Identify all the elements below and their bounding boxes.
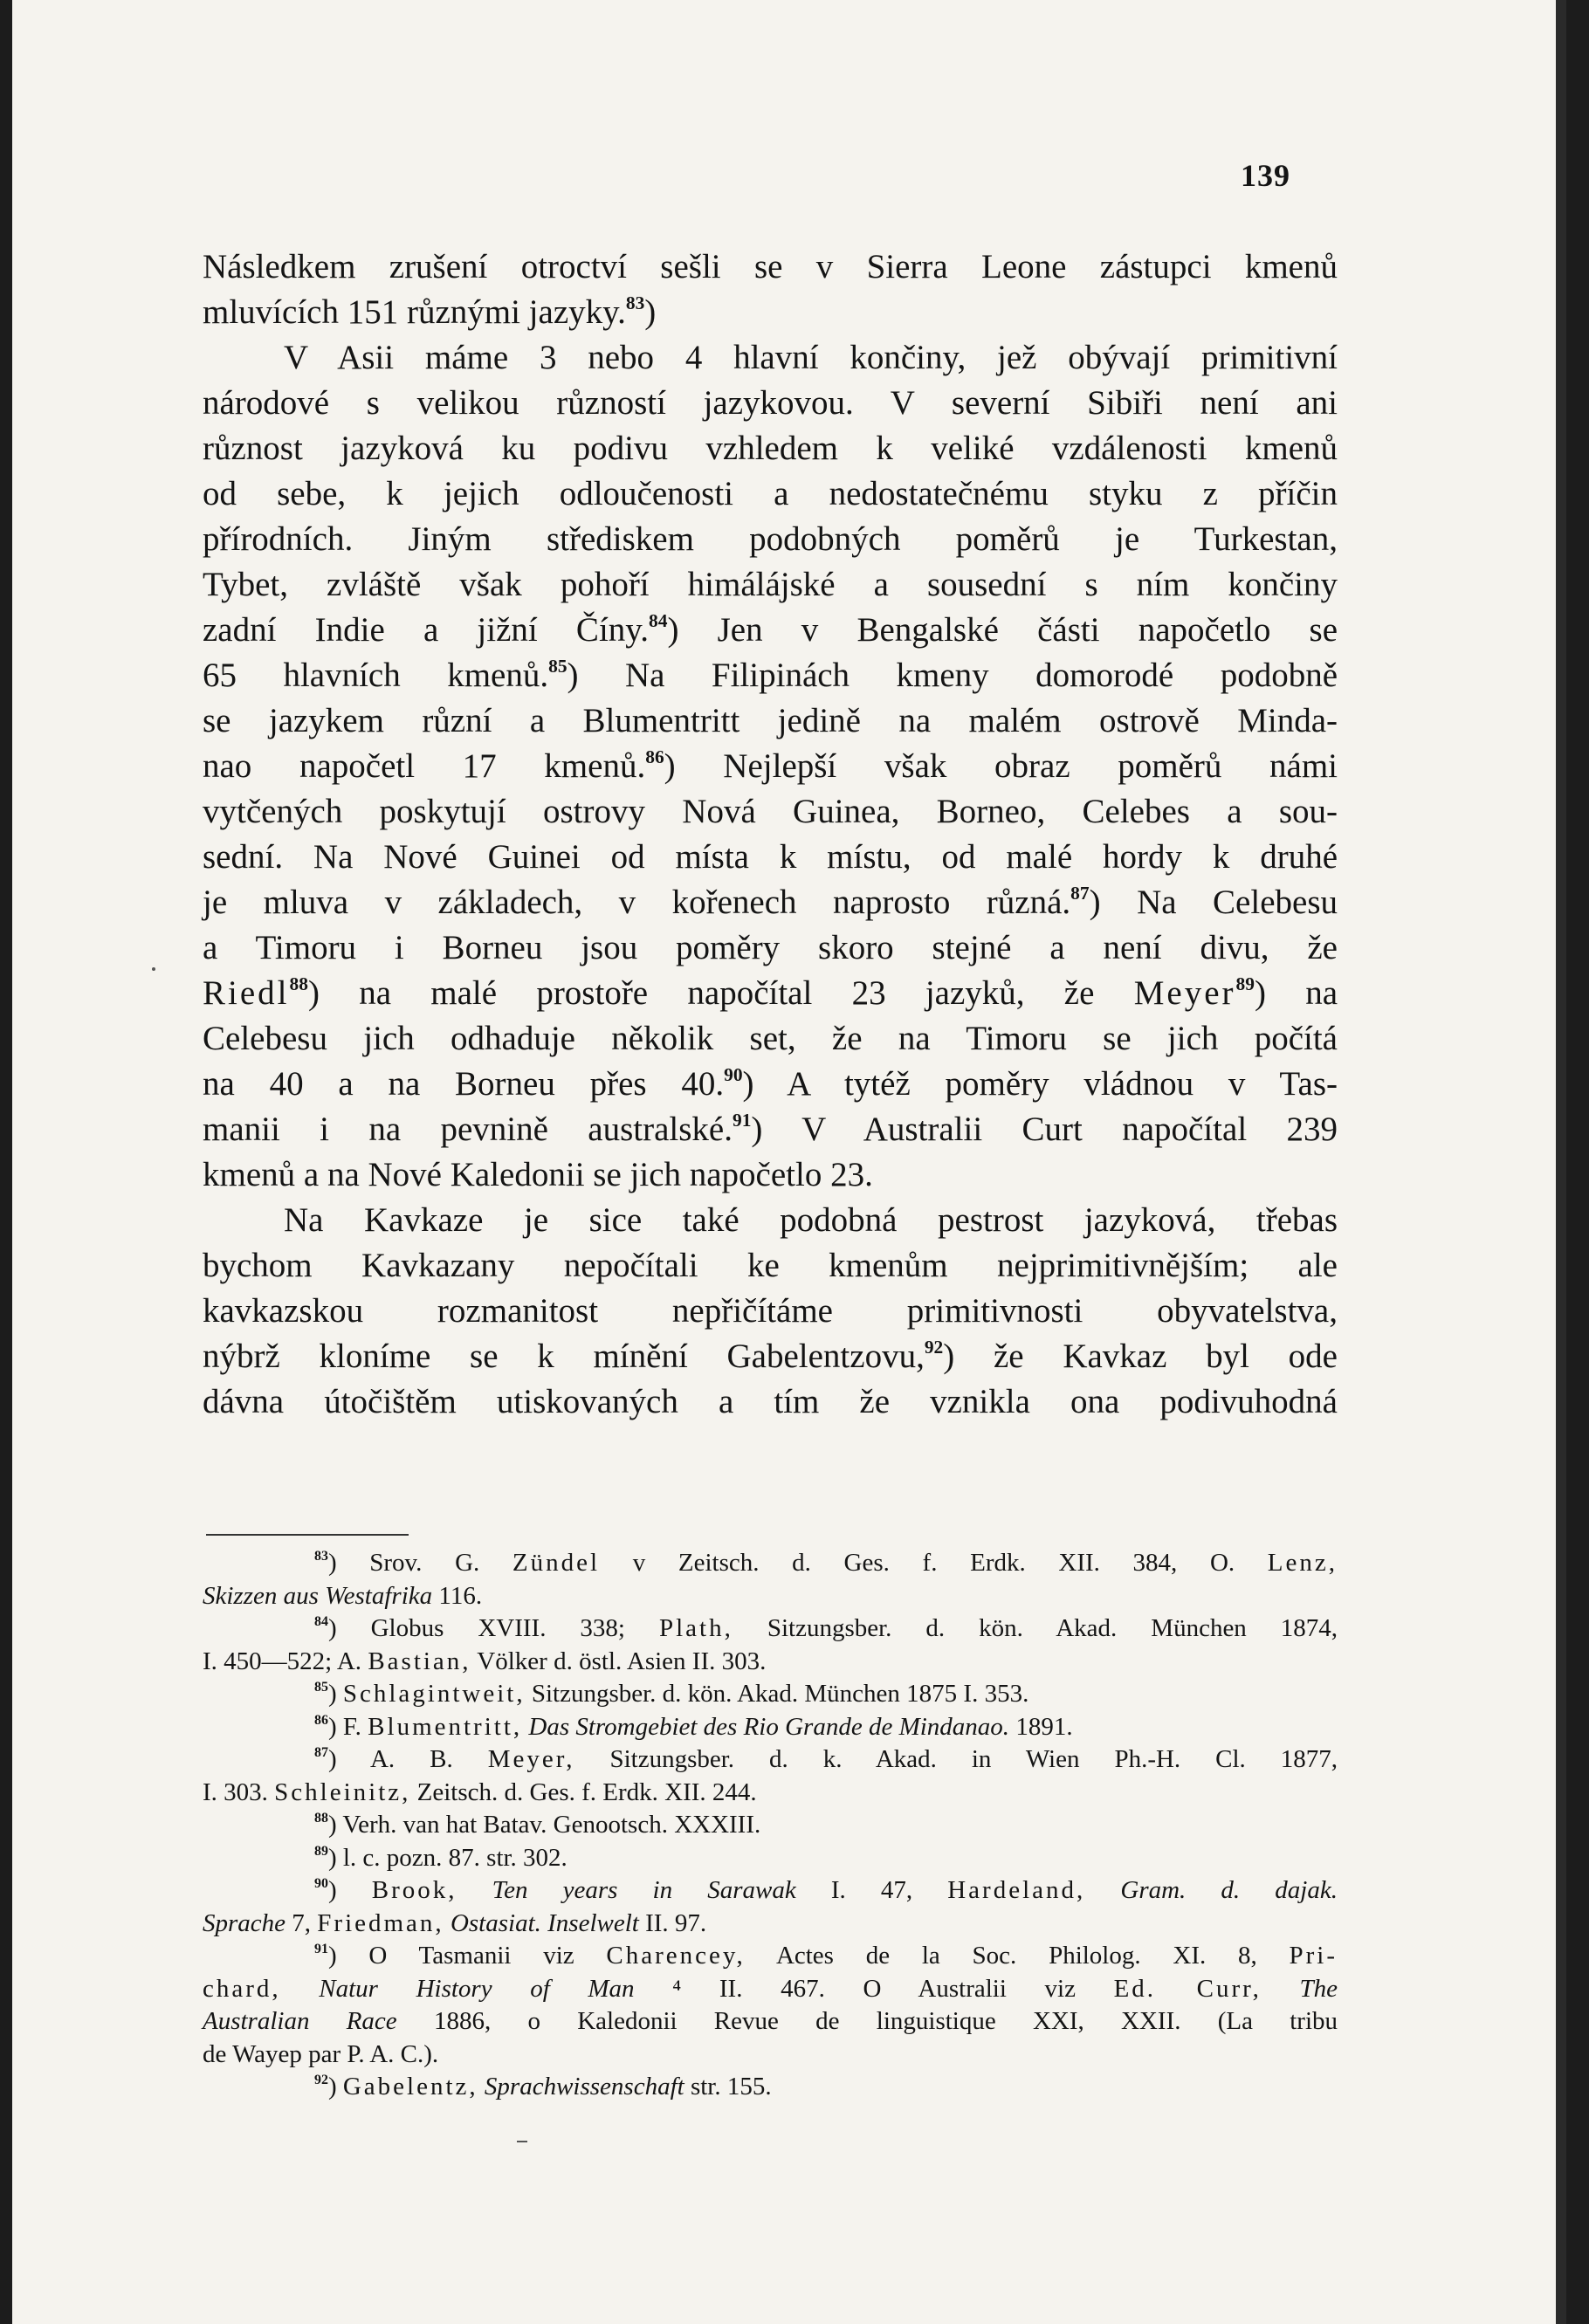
footnote: $^{83}$) Srov. G. Zündel v Zeitsch. d. Ges. f. Erdk. XII. 384, O. Lenz, — [314, 1549, 1338, 1577]
text-line: Následkem zrušení otroctví sešli se v Sierra Leone zástupci kmenů — [203, 248, 1338, 285]
footnote: $^{84}$) Globus XVIII. 338; Plath, Sitzungsber. d. kön. Akad. München 1874, — [314, 1614, 1338, 1642]
page-number: 139 — [1241, 158, 1290, 193]
page-edge — [1556, 0, 1566, 2324]
text-line: nao napočetl 17 kmenů.$^{86}$) Nejlepší však obraz poměrů námi — [203, 746, 1338, 785]
footnote-ref: 83 — [625, 292, 645, 313]
footnote-cont: I. 450—522; A. Bastian, Völker d. östl. Asien II. 303. — [203, 1647, 767, 1675]
main-text — [203, 244, 1338, 1425]
text-line: a Timoru i Borneu jsou poměry skoro stejné a není divu, že — [203, 929, 1338, 966]
footnote-ref: 85 — [548, 655, 568, 677]
footnote-cont: Sprache 7, Friedman, Ostasiat. Inselwelt II. 97. — [203, 1908, 707, 1937]
text-line: Riedl$^{88}$) na malé prostoře napočítal 23 jazyků, že Meyer$^{89}$) na — [203, 973, 1338, 1012]
text-line: se jazykem různí a Blumentritt jedině na malém ostrově Minda- — [203, 702, 1338, 739]
footnote-ref: 89 — [1235, 973, 1255, 994]
text-line: mluvících 151 různými jazyky.$^{83}$) — [203, 292, 657, 331]
footnote: $^{86}$) F. Blumentritt, Das Stromgebiet des Rio Grande de Mindanao. 1891. — [314, 1712, 1073, 1741]
footnote-ref: 90 — [724, 1063, 743, 1085]
footnote-cont: Australian Race 1886, o Kaledonii Revue de linguistique XXI, XXII. (La tribu — [203, 2007, 1338, 2035]
footnote-cont: chard, Natur History of Man ⁴ II. 467. O Australii viz Ed. Curr, The — [203, 1974, 1338, 2003]
footnote-ref: 84 — [649, 609, 668, 631]
text-line: bychom Kavkazany nepočítali ke kmenům nejprimitivnějším; ale — [203, 1247, 1338, 1284]
footnote-ref: 86 — [645, 746, 664, 767]
footnote-cont: de Wayep par P. A. C.). — [203, 2039, 439, 2068]
text-line: je mluva v základech, v kořenech naprosto různá.$^{87}$) Na Celebesu — [203, 882, 1338, 921]
footnote-ref: 88 — [289, 973, 308, 994]
footnote: $^{87}$) A. B. Meyer, Sitzungsber. d. k. Akad. in Wien Ph.-H. Cl. 1877, — [314, 1745, 1338, 1773]
footnotes — [203, 1547, 1338, 2104]
text-line: vytčených poskytují ostrovy Nová Guinea, Borneo, Celebes a sou- — [203, 793, 1338, 830]
footnote-ref: 91 — [732, 1109, 752, 1131]
footnote: $^{88}$) Verh. van hat Batav. Genootsch. XXXIII. — [314, 1811, 761, 1839]
footnote-cont: I. 303. Schleinitz, Zeitsch. d. Ges. f. Erdk. XII. 244. — [203, 1777, 757, 1806]
footnote: $^{91}$) O Tasmanii viz Charencey, Actes de la Soc. Philolog. XI. 8, Pri- — [314, 1942, 1338, 1970]
footnote-ref: 87 — [1070, 882, 1090, 904]
text-line: od sebe, k jejich odloučenosti a nedostatečnému styku z příčin — [203, 475, 1338, 512]
text-line: manii i na pevnině australské.$^{91}$) V Australii Curt napočítal 239 — [203, 1109, 1338, 1148]
text-line: V Asii máme 3 nebo 4 hlavní končiny, jež obývají primitivní — [284, 339, 1338, 376]
footnote: $^{89}$) l. c. pozn. 87. str. 302. — [314, 1843, 568, 1872]
text-line: Na Kavkaze je sice také podobná pestrost jazyková, třebas — [284, 1201, 1338, 1239]
text-line: Tybet, zvláště však pohoří himálájské a sousední s ním končiny — [203, 566, 1338, 603]
text-line: zadní Indie a jižní Číny.$^{84}$) Jen v Bengalské části napočetlo se — [203, 609, 1338, 649]
footnote-ref: 92 — [924, 1336, 944, 1358]
book-page — [12, 0, 1566, 2324]
print-speck — [152, 967, 155, 971]
text-line: sední. Na Nové Guinei od místa k místu, od malé hordy k druhé — [203, 838, 1338, 876]
footnote: $^{85}$) Schlagintweit, Sitzungsber. d. kön. Akad. München 1875 I. 353. — [314, 1680, 1029, 1708]
text-line: Celebesu jich odhaduje několik set, že na Timoru se jich počítá — [203, 1020, 1338, 1057]
text-line: různost jazyková ku podivu vzhledem k veliké vzdálenosti kmenů — [203, 430, 1338, 467]
text-line: národové s velikou růzností jazykovou. V severní Sibiři není ani — [203, 384, 1338, 422]
footnote: $^{92}$) Gabelentz, Sprachwissenschaft str. 155. — [314, 2073, 772, 2101]
footnote-divider — [206, 1534, 409, 1536]
text-line: dávna útočištěm utiskovaných a tím že vznikla ona podivuhodná — [203, 1383, 1338, 1420]
text-line: na 40 a na Borneu přes 40.90) A tytéž poměry vládnou v Tas- — [203, 1063, 1338, 1103]
text-line: nýbrž kloníme se k mínění Gabelentzovu,$^{92}$) že Kavkaz byl ode — [203, 1336, 1338, 1375]
text-line: kavkazskou rozmanitost nepřičítáme primitivnosti obyvatelstva, — [203, 1292, 1338, 1330]
print-dash — [517, 2141, 527, 2142]
text-line: 65 hlavních kmenů.$^{85}$) Na Filipinách kmeny domorodé podobně — [203, 655, 1338, 694]
text-line: přírodních. Jiným střediskem podobných poměrů je Turkestan, — [203, 520, 1338, 558]
footnote: $^{90}$) Brook, Ten years in Sarawak I. 47, Hardeland, Gram. d. dajak. — [314, 1876, 1338, 1904]
text-line: kmenů a na Nové Kaledonii se jich napočetlo 23. — [203, 1156, 873, 1193]
footnote-cont: Skizzen aus Westafrika 116. — [203, 1581, 483, 1610]
